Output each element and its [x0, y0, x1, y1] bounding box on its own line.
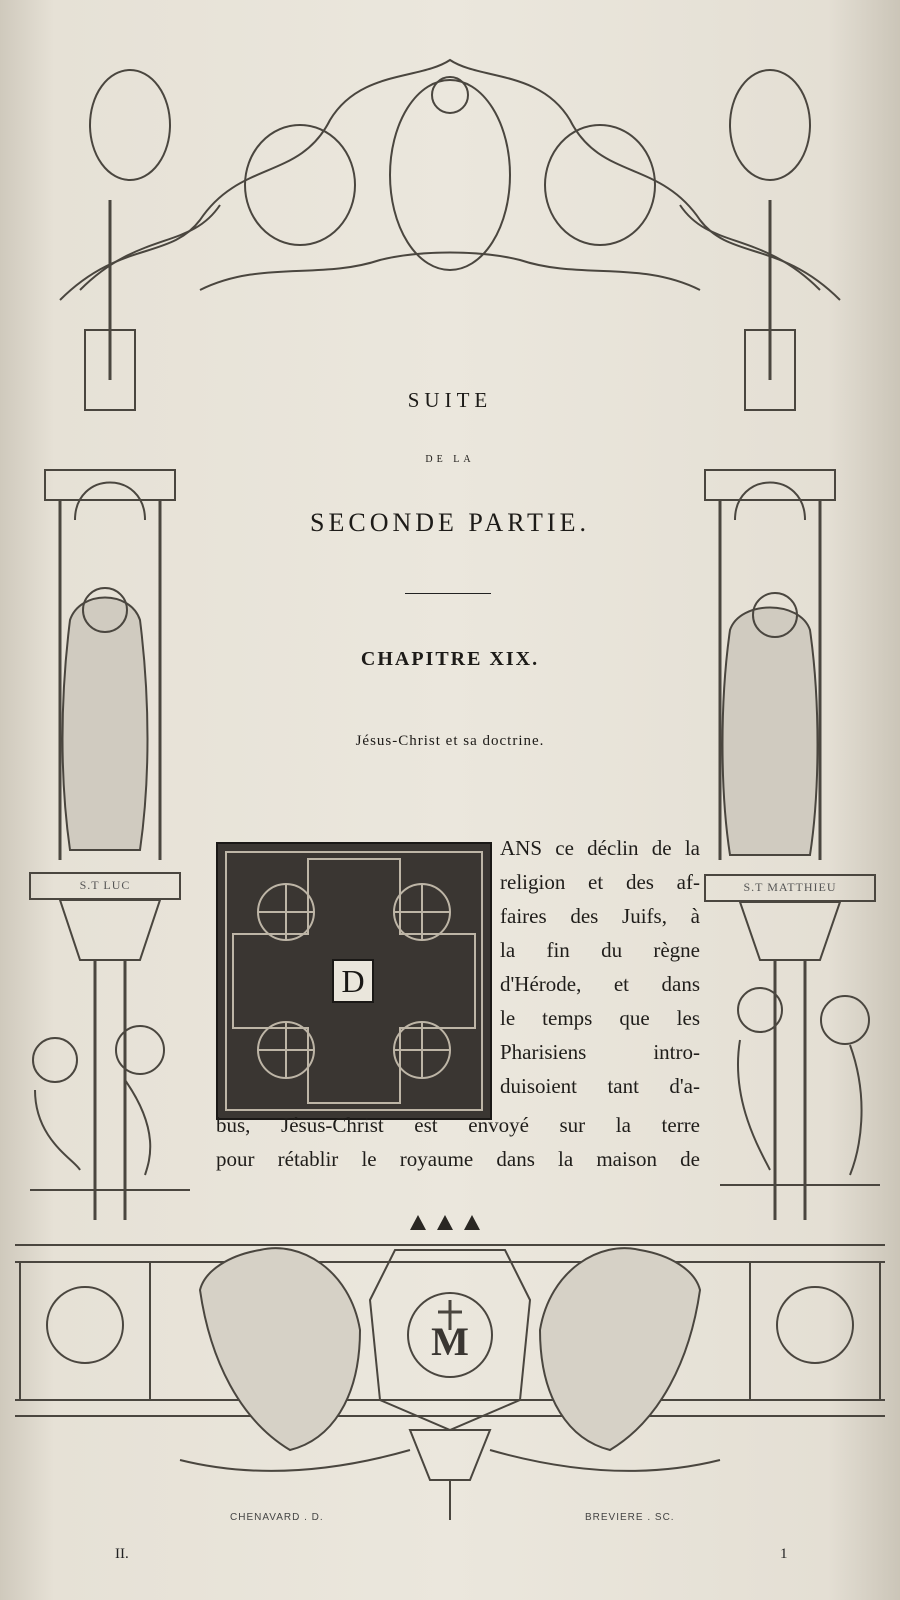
heading-de-la: DE LA: [425, 454, 475, 465]
designer-credit: CHENAVARD . D.: [230, 1512, 324, 1523]
chapter-subtitle: Jésus-Christ et sa doctrine.: [355, 733, 545, 749]
text-line: duisoient tant d'a-: [500, 1074, 700, 1098]
chapter-title: CHAPITRE XIX.: [360, 648, 540, 670]
text-line: bus, Jésus-Christ est envoyé sur la terre: [216, 1113, 700, 1137]
monogram: M: [431, 1319, 469, 1364]
text-line: ANS ce déclin de la: [500, 836, 700, 860]
engraver-credit: BREVIERE . SC.: [585, 1512, 675, 1523]
text-line: faires des Juifs, à: [500, 904, 700, 928]
text-line: d'Hérode, et dans: [500, 972, 700, 996]
heading-suite: SUITE: [407, 388, 493, 412]
left-saint-label: S.T LUC: [79, 878, 131, 892]
page-number: 1: [780, 1546, 788, 1562]
right-saint-label: S.T MATTHIEU: [743, 880, 837, 894]
text-line: pour rétablir le royaume dans la maison de: [216, 1147, 700, 1171]
text-line: Pharisiens intro-: [500, 1040, 700, 1064]
text-line: le temps que les: [500, 1006, 700, 1030]
text-line: religion et des af-: [500, 870, 700, 894]
drop-cap-letter: D: [332, 959, 374, 1003]
part-title: SECONDE PARTIE.: [310, 508, 590, 537]
section-divider: [405, 593, 491, 594]
text-line: la fin du règne: [500, 938, 700, 962]
volume-number: II.: [115, 1546, 129, 1562]
